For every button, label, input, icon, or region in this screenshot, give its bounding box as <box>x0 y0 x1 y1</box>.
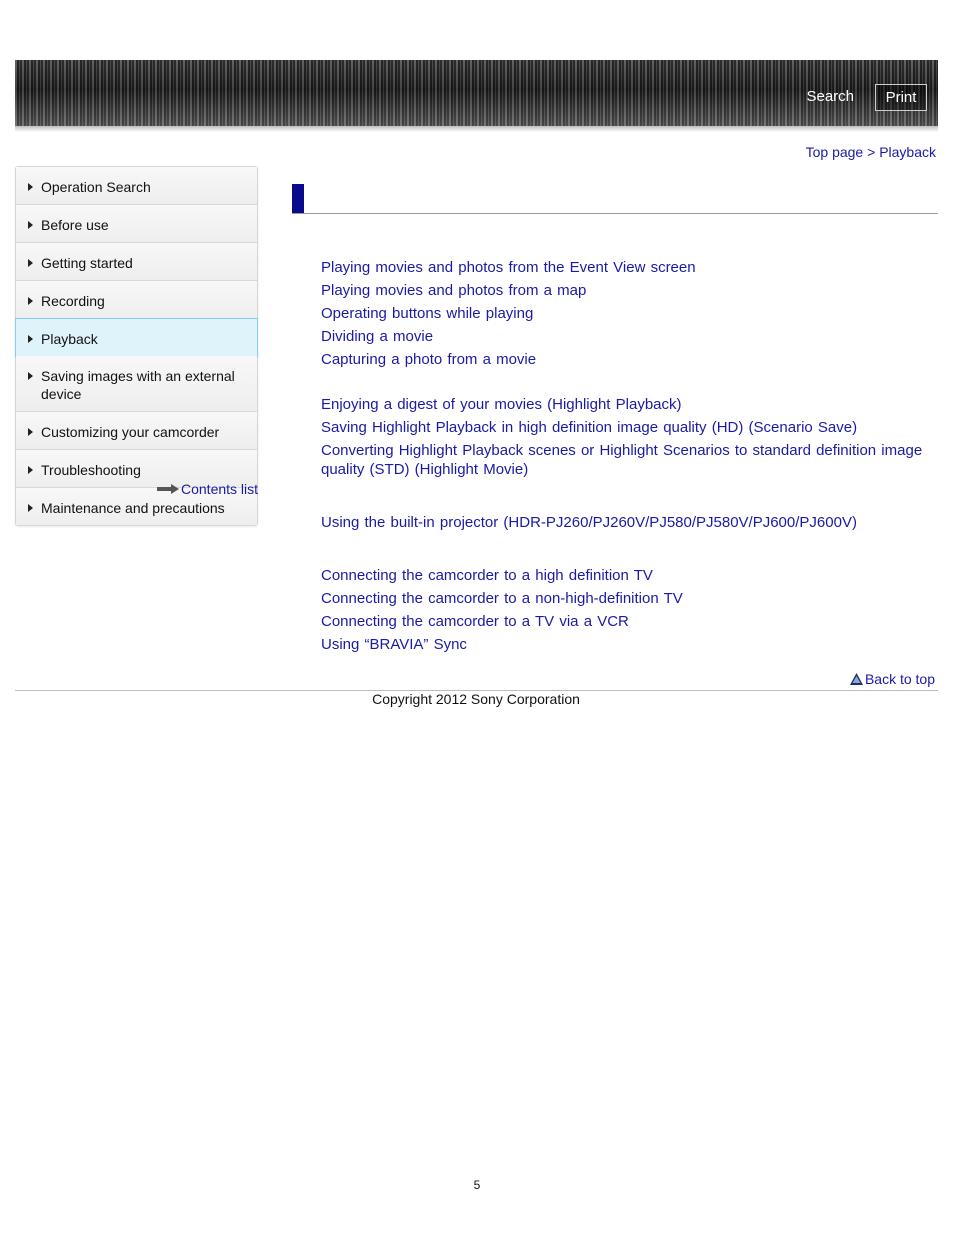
topic-link[interactable]: Connecting the camcorder to a TV via a VCR <box>321 613 629 630</box>
link-group-tv <box>321 566 931 654</box>
page-number: 5 <box>473 1178 481 1192</box>
title-marker <box>292 184 304 213</box>
topic-link[interactable]: Saving Highlight Playback in high definition image quality (HD) (Scenario Save) <box>321 419 858 436</box>
triangle-right-icon <box>28 221 33 229</box>
breadcrumb-top-page-link[interactable]: Top page <box>805 144 864 160</box>
header-bar <box>15 60 938 126</box>
topic-link[interactable]: Connecting the camcorder to a non-high-definition TV <box>321 590 683 607</box>
sidebar-item-label: Troubleshooting <box>41 462 141 478</box>
sidebar-item-label: Recording <box>41 293 105 309</box>
sidebar-item-operation-search[interactable] <box>16 167 257 205</box>
copyright-text: Copyright 2012 Sony Corporation <box>372 691 580 707</box>
contents-list-label: Contents list <box>181 481 259 497</box>
triangle-right-icon <box>28 297 33 305</box>
sidebar-nav <box>15 166 258 526</box>
sidebar-item-label: Getting started <box>41 255 133 271</box>
topic-link[interactable]: Using “BRAVIA” Sync <box>321 636 467 653</box>
triangle-right-icon <box>28 335 33 343</box>
topic-link[interactable]: Connecting the camcorder to a high definition TV <box>321 567 653 584</box>
sidebar-item-saving-images[interactable] <box>16 356 257 412</box>
triangle-right-icon <box>28 504 33 512</box>
breadcrumb-separator: > <box>867 144 876 160</box>
back-to-top-label: Back to top <box>864 671 935 687</box>
topic-link[interactable]: Dividing a movie <box>321 328 434 345</box>
sidebar-item-label: Playback <box>41 331 98 347</box>
triangle-right-icon <box>28 428 33 436</box>
link-group-basic-playback <box>321 258 931 369</box>
topic-link[interactable]: Enjoying a digest of your movies (Highlight Playback) <box>321 396 682 413</box>
topic-link[interactable]: Converting Highlight Playback scenes or Highlight Scenarios to standard definition image quality (STD) (Highlight Movie) <box>321 442 923 478</box>
breadcrumb <box>806 144 936 160</box>
page-title-bar <box>292 184 938 214</box>
topic-link[interactable]: Capturing a photo from a movie <box>321 351 537 368</box>
topic-links <box>321 258 931 658</box>
sidebar-item-label: Operation Search <box>41 179 151 195</box>
sidebar-item-label: Before use <box>41 217 109 233</box>
sidebar-item-customizing[interactable] <box>16 412 257 450</box>
topic-link[interactable]: Operating buttons while playing <box>321 305 534 322</box>
sidebar-item-label: Saving images with an external device <box>41 368 235 402</box>
back-to-top-link[interactable] <box>850 671 935 687</box>
sidebar-item-recording[interactable] <box>16 281 257 319</box>
sidebar-item-getting-started[interactable] <box>16 243 257 281</box>
sidebar-item-before-use[interactable] <box>16 205 257 243</box>
topic-link[interactable]: Playing movies and photos from a map <box>321 282 587 299</box>
arrow-right-icon <box>157 484 179 494</box>
search-button[interactable]: Search <box>806 88 854 105</box>
sidebar-item-playback[interactable] <box>15 318 258 357</box>
sidebar-item-label: Maintenance and precautions <box>41 500 225 516</box>
sidebar-item-label: Customizing your camcorder <box>41 424 220 440</box>
link-group-highlight <box>321 395 931 479</box>
triangle-right-icon <box>28 259 33 267</box>
triangle-right-icon <box>28 372 33 380</box>
topic-link[interactable]: Playing movies and photos from the Event View screen <box>321 259 696 276</box>
triangle-right-icon <box>28 183 33 191</box>
contents-list-link[interactable] <box>157 481 258 497</box>
print-button[interactable]: Print <box>875 84 927 111</box>
triangle-right-icon <box>28 466 33 474</box>
link-group-projector <box>321 513 931 532</box>
topic-link[interactable]: Using the built-in projector (HDR-PJ260/PJ260V/PJ580/PJ580V/PJ600/PJ600V) <box>321 514 857 531</box>
breadcrumb-current-link[interactable]: Playback <box>879 144 936 160</box>
triangle-up-icon <box>850 673 863 685</box>
